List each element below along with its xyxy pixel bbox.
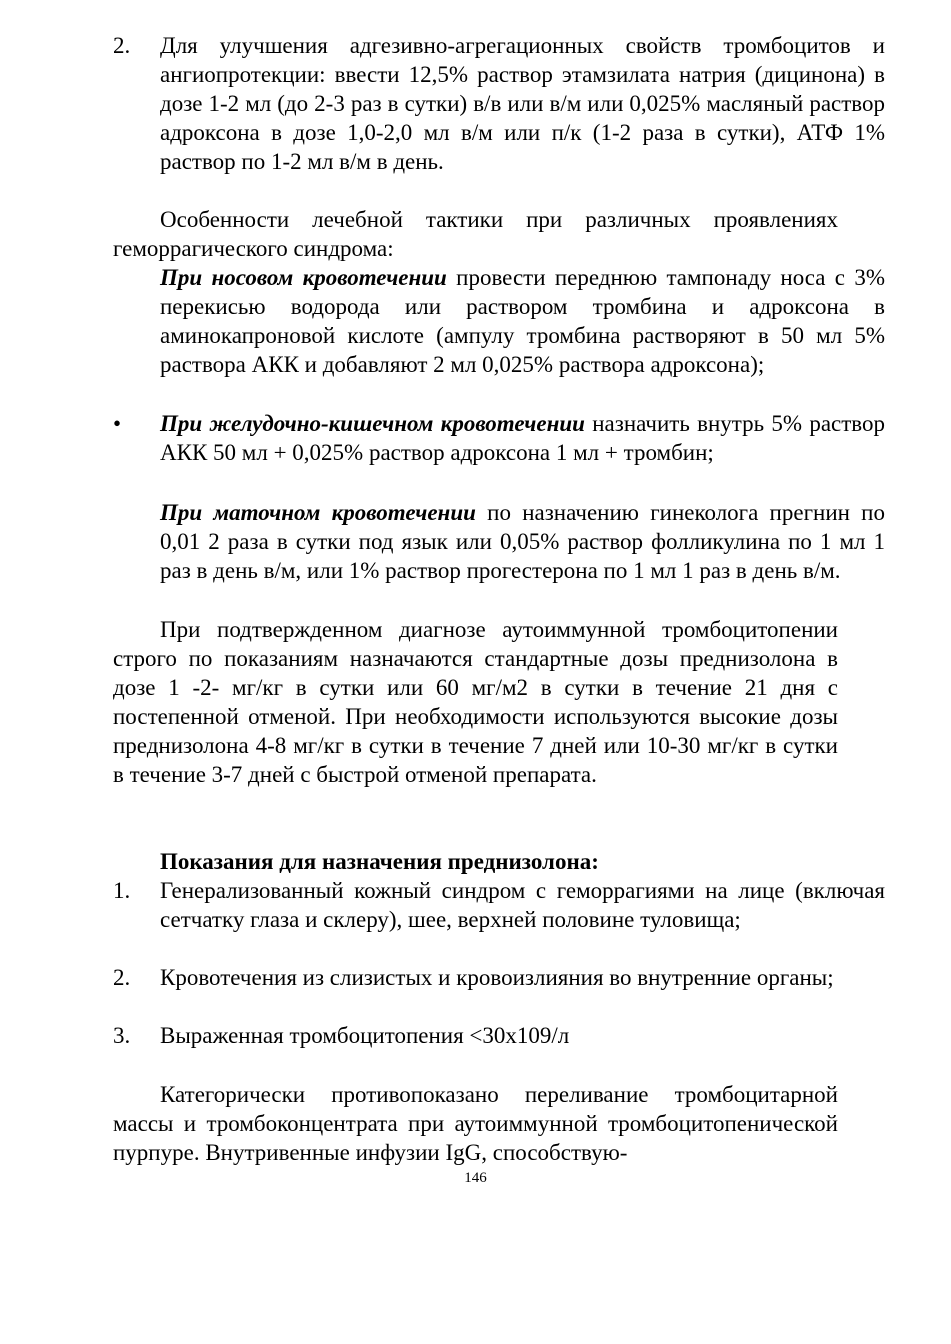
- uterine-bleeding-paragraph: [113, 498, 885, 585]
- list-item-text: Для улучшения адгезивно-агрегационных свойств тромбоцитов и ангиопротекции: ввести 12,5% раствор этамзилата натрия (дицинона) в дозе 1-2 мл (до 2-3 раз в сутки) в/в или в/м или 0,025% масляный раствор адроксона в дозе 1,0-2,0 мл в/м или п/к (1-2 раза в сутки), АТФ 1% раствор по 1-2 мл в/м в день.: [160, 33, 885, 174]
- autoimmune-paragraph: При подтвержденном диагнозе аутоиммунной тромбоцитопении строго по показаниям назначаются стандартные дозы преднизолона в дозе 1 -2- мг/кг в сутки или 60 мг/м2 в сутки в течение 21 дня с постепенной отменой. При необходимости используются высокие дозы преднизолона 4-8 мг/кг в сутки в течение 7 дней или 10-30 мг/кг в сутки в течение 3-7 дней с быстрой отменой препарата.: [113, 617, 838, 787]
- indication-item-3: [113, 1021, 885, 1050]
- list-number: 3.: [113, 1023, 131, 1048]
- gi-bleeding-text: назначить внутрь 5% раствор АКК 50 мл + 0,025% раствор адроксона 1 мл + тромбин;: [160, 411, 885, 465]
- bullet: •: [113, 411, 122, 436]
- gi-bleeding-heading: При желудочно-кишечном кровотечении: [160, 411, 585, 436]
- list-item-text: Кровотечения из слизистых и кровоизлияния во внутренние органы;: [160, 965, 834, 990]
- contraindication-paragraph: Категорически противопоказано переливание тромбоцитарной массы и тромбоконцентрата при аутоиммунной тромбоцитопенической пурпуре. Внутривенные инфузии IgG, способствую-: [113, 1082, 838, 1165]
- uterine-bleeding-text: по назначению гинеколога прегнин по 0,01 2 раза в сутки под язык или 0,05% раствор фолликулина по 1 мл 1 раз в день в/м, или 1% раствор прогестерона по 1 мл 1 раз в день в/м.: [160, 500, 885, 583]
- indication-item-1: [113, 876, 885, 934]
- nasal-bleeding-paragraph: [113, 263, 885, 379]
- list-number: 2.: [113, 965, 131, 990]
- list-number: 2.: [113, 33, 131, 58]
- page-number: 146: [464, 1170, 487, 1186]
- gi-bleeding-item: [113, 409, 885, 467]
- list-item-text: Выраженная тромбоцитопения <30х109/л: [160, 1023, 570, 1048]
- nasal-bleeding-text: провести переднюю тампонаду носа с 3% перекисью водорода или раствором тромбина и адроксона в аминокапроновой кислоте (ампулу тромбина растворяют в 50 мл 5% раствора АКК и добавляют 2 мл 0,025% раствора адроксона);: [160, 265, 885, 377]
- tactics-intro-paragraph: Особенности лечебной тактики при различных проявлениях геморрагического синдрома:: [113, 207, 838, 261]
- list-item-2: [113, 31, 885, 176]
- list-item-text: Генерализованный кожный синдром с геморрагиями на лице (включая сетчатку глаза и склеру), шее, верхней половине туловища;: [160, 878, 885, 932]
- nasal-bleeding-heading: При носовом кровотечении: [160, 265, 447, 290]
- list-number: 1.: [113, 878, 131, 903]
- indication-item-2: [113, 963, 885, 992]
- uterine-bleeding-heading: При маточном кровотечении: [160, 500, 476, 525]
- indications-heading: Показания для назначения преднизолона:: [160, 849, 599, 874]
